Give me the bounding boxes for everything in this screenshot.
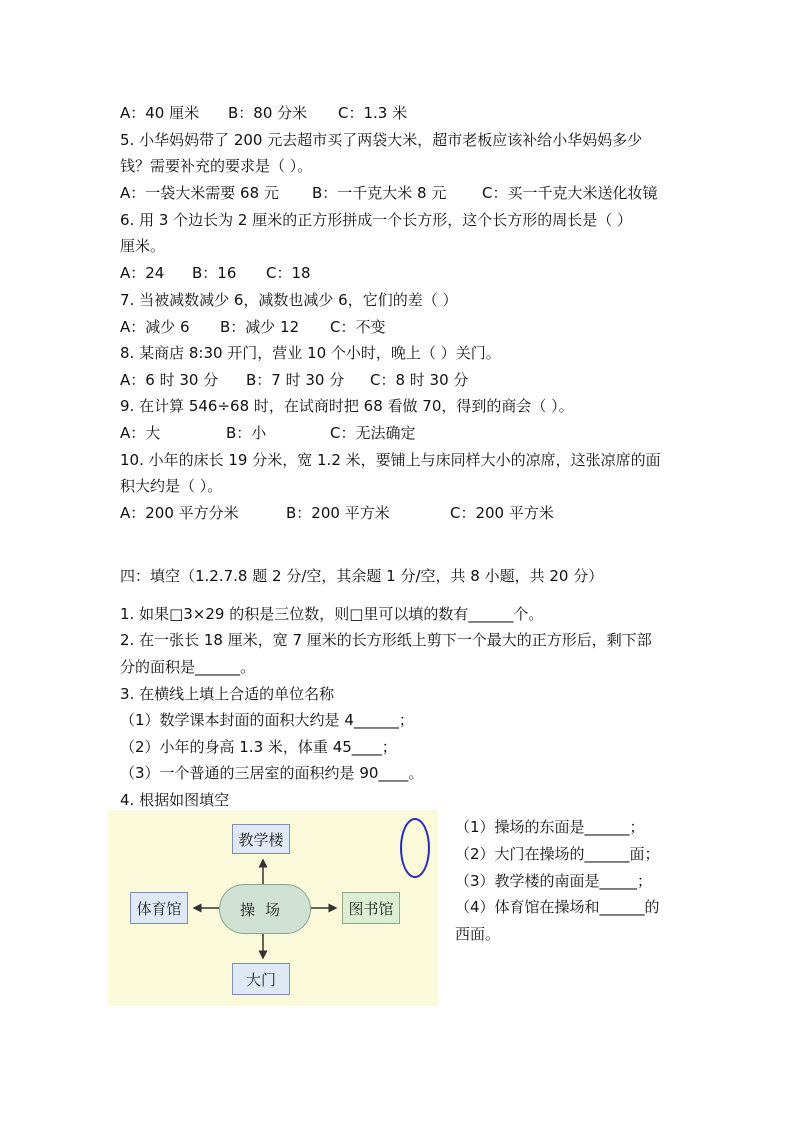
- compass-oval: [400, 818, 430, 878]
- fill-q4-4b: 西面。: [455, 925, 501, 943]
- q5-option-a: A：一袋大米需要 68 元: [120, 184, 279, 202]
- fill-q4-3: （3）教学楼的南面是_____；: [455, 872, 653, 890]
- fill-q1: 1. 如果□3×29 的积是三位数，则□里可以填的数有______个。: [120, 605, 544, 623]
- fill-q4-2: （2）大门在操场的______面；: [455, 845, 660, 863]
- section4-heading: 四：填空（1.2.7.8 题 2 分/空，其余题 1 分/空，共 8 小题，共 20 分）: [120, 567, 604, 585]
- q10-option-b: B：200 平方米: [286, 504, 390, 522]
- fill-q3-b: （2）小年的身高 1.3 米，体重 45____；: [120, 738, 397, 756]
- building-gate: 大门: [232, 963, 290, 995]
- q7-option-c: C：不变: [330, 318, 386, 336]
- fill-q3-c: （3）一个普通的三居室的面积约是 90____。: [120, 764, 424, 782]
- fill-q3: 3. 在横线上填上合适的单位名称: [120, 685, 335, 703]
- q6-text-line2: 厘米。: [120, 237, 166, 255]
- q8-text: 8. 某商店 8:30 开门，营业 10 个小时，晚上（ ）关门。: [120, 344, 501, 362]
- fill-q2-line1: 2. 在一张长 18 厘米，宽 7 厘米的长方形纸上剪下一个最大的正方形后，剩下部: [120, 631, 652, 649]
- q9-option-b: B：小: [226, 424, 267, 442]
- q8-option-a: A：6 时 30 分: [120, 371, 219, 389]
- q5-text-line1: 5. 小华妈妈带了 200 元去超市买了两袋大米，超市老板应该补给小华妈妈多少: [120, 131, 643, 149]
- q6-option-b: B：16: [192, 264, 237, 282]
- q6-option-c: C：18: [266, 264, 311, 282]
- fill-q4-4a: （4）体育馆在操场和______的: [455, 898, 660, 916]
- q4-option-a: A：40 厘米: [120, 104, 200, 122]
- q6-text-line1: 6. 用 3 个边长为 2 厘米的正方形拼成一个长方形，这个长方形的周长是（ ）: [120, 211, 633, 229]
- q9-option-c: C：无法确定: [330, 424, 416, 442]
- q8-option-b: B：7 时 30 分: [246, 371, 345, 389]
- playground-center: 操场: [219, 884, 311, 934]
- q5-option-b: B：一千克大米 8 元: [312, 184, 447, 202]
- q7-option-a: A：减少 6: [120, 318, 190, 336]
- building-teaching: 教学楼: [232, 824, 290, 854]
- building-library: 图书馆: [342, 892, 400, 924]
- q7-option-b: B：减少 12: [220, 318, 300, 336]
- fill-q4: 4. 根据如图填空: [120, 791, 230, 809]
- building-gym: 体育馆: [130, 892, 188, 924]
- fill-q2-line2: 分的面积是______。: [120, 658, 256, 676]
- q5-option-c: C：买一千克大米送化妆镜: [482, 184, 658, 202]
- q9-text: 9. 在计算 546÷68 时，在试商时把 68 看做 70，得到的商会（ ）。: [120, 397, 574, 415]
- q9-option-a: A：大: [120, 424, 161, 442]
- q10-option-c: C：200 平方米: [450, 504, 554, 522]
- q6-option-a: A：24: [120, 264, 165, 282]
- fill-q3-a: （1）数学课本封面的面积大约是 4______；: [120, 711, 414, 729]
- q7-text: 7. 当被减数减少 6，减数也减少 6，它们的差（ ）: [120, 291, 458, 309]
- q10-option-a: A：200 平方分米: [120, 504, 239, 522]
- fill-q4-1: （1）操场的东面是______；: [455, 818, 645, 836]
- q8-option-c: C：8 时 30 分: [370, 371, 469, 389]
- campus-map-figure: [108, 810, 438, 1006]
- q5-text-line2: 钱？需要补充的要求是（ ）。: [120, 157, 313, 175]
- q4-option-c: C：1.3 米: [338, 104, 408, 122]
- q10-text-line2: 积大约是（ ）。: [120, 477, 223, 495]
- q10-text-line1: 10. 小年的床长 19 分米，宽 1.2 米，要铺上与床同样大小的凉席，这张凉席的面: [120, 451, 661, 469]
- q4-option-b: B：80 分米: [228, 104, 308, 122]
